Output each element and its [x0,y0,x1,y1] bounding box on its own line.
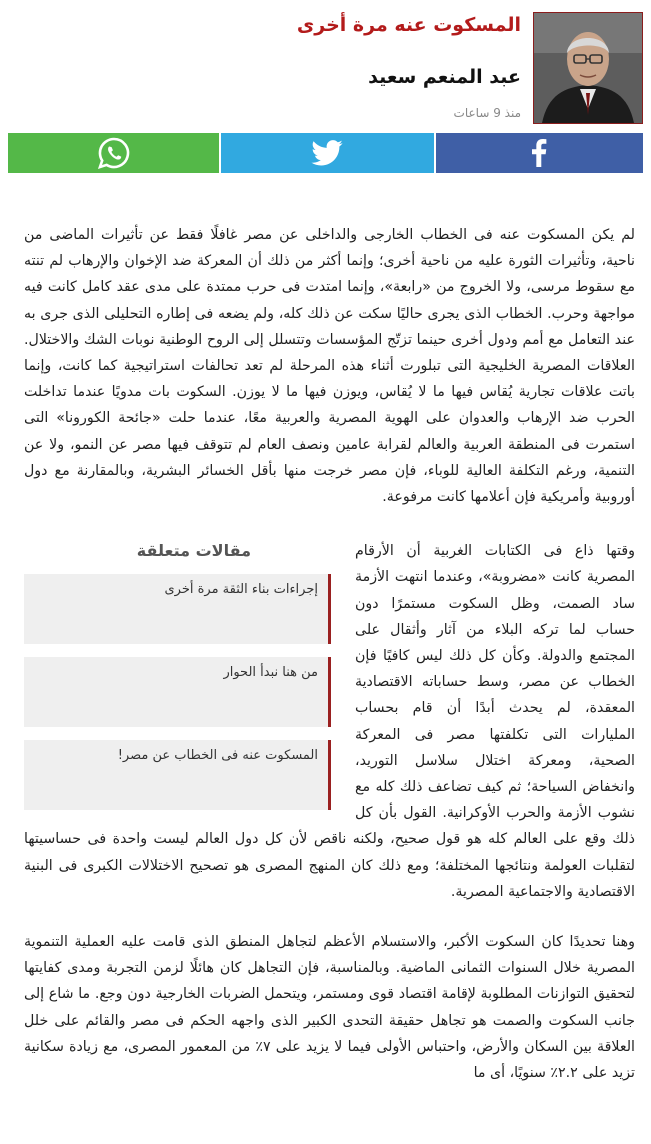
article-paragraph: وقتها ذاع فى الكتابات الغربية أن الأرقام المصرية كانت «مضروبة»، وعندما انتهت الأزمة ساد الصمت، وظل السكوت مستمرًا دون حساب لما تركه البلاء من آثار وأثقال على المجتمع والدولة. وكأن كل ذلك ليس كافيًا فإن الخطاب عن مصر، وسط حساباته الاقتصادية المعقدة، لم يحدث أبدًا أن قام بحساب المليارات التى تكلفتها مصر فى المعركة الصحية، ومعركة اختلال سلاسل التوريد، وانخفاض السياحة؛ ثم كيف تضاعف ذلك كله مع نشوب الأزمة والحرب الأوكرانية. القول بأن كل ذلك وقع على العالم كله هو قول صحيح، ولكنه ناقص لأن كل دول العالم ليست واحدة فى حساسيتها لتقلبات العولمة ونتائجها المختلفة؛ ومع ذلك كان المنهج المصرى هو تصحيح الاختلالات الكبرى فى البنية الاقتصادية والاجتماعية المصرية. [24,543,635,900]
whatsapp-icon [97,136,131,170]
related-article-link[interactable]: من هنا نبدأ الحوار [24,657,331,727]
article-title: المسكوت عنه مرة أخرى [296,14,521,36]
share-bar [8,133,643,173]
related-article-link[interactable]: إجراءات بناء الثقة مرة أخرى [24,574,331,644]
article-header [0,0,651,132]
related-articles-heading: مقالات متعلقة [136,541,251,561]
related-article-link[interactable]: المسكوت عنه فى الخطاب عن مصر! [24,740,331,810]
author-portrait-icon [534,13,642,123]
author-name[interactable]: عبد المنعم سعيد [368,66,521,88]
article-paragraph: وهنا تحديدًا كان السكوت الأكبر، والاستسلام الأعظم لتجاهل المنطق الذى قامت عليه العملية التنموية المصرية خلال السنوات الثمانى الماضية. وبالمناسبة، فإن التجاهل كان هائلًا لزمن التجربة ومدى كفايتها لتحقيق التوازنات المطلوبة لإقامة اقتصاد قوى ومستمر، ويتحمل الضربات الخارجية دون وجع. ما شاع إلى جانب السكوت والصمت هو تجاهل حقيقة التحدى الكبير الذى واجهه الحكم فى مصر والقائم على خلل العلاقة بين السكان والأرض، واحتباس الأولى فيما لا يزيد على ٧٪ من المعمور المصرى، مع زيادة سكانية تزيد على ٢.٢٪ سنويًا، أى ما [24,934,635,1082]
share-facebook-button[interactable] [436,133,643,173]
article-body [24,222,635,1086]
share-twitter-button[interactable] [221,133,433,173]
article-paragraph: لم يكن المسكوت عنه فى الخطاب الخارجى والداخلى عن مصر غافلًا فقط عن تأثيرات الماضى من ناحية، وتأثيرات الثورة عليه من ناحية أخرى؛ وإنما أكثر من ذلك أن المعركة ضد الإخوان والإرهاب لم تنته مع سقوط مرسى، ولا الخروج من «رابعة»، وإنما امتدت فى حرب ممتدة على مدى عقد كامل كانت فيه مواجهة وحرب. الخطاب الذى يجرى حاليًا سكت عن ذلك كله، ولم يضعه فى إطاره التحليلى الذى جرى به عند التعامل مع أمم ودول أخرى حينما تزتّج المؤسسات وتتسلل إلى الروح الوطنية نوبات الشك والاختلال. العلاقات المصرية الخليجية التى تبلورت أثناء هذه المرحلة لم تعد تحالفات استراتيجية كما كانت، وإنما باتت علاقات تجارية يُقاس فيها ما لا يُقاس، ويوزن فيها ما لا يوزن. السكوت بات مدويًا عندما تداخلت الحرب ضد الإرهاب والعدوان على الهوية المصرية والعربية معًا، عندما حلت «جائحة الكورونا» التى استمرت فى المنطقة العربية والعالم لقرابة عامين ونصف العام لم تتوقف فيها مصر عن النمو، ولا عن التنمية، ورغم التكلفة العالية للوباء، فإن مصر خرجت منها بأقل الخسائر البشرية، وبالمقارنة مع دول أوروبية وأمريكية فإن أعلامها كانت مرفوعة. [24,227,635,506]
twitter-icon [311,140,343,166]
facebook-icon [531,139,547,167]
share-whatsapp-button[interactable] [8,133,219,173]
related-articles [24,538,331,823]
author-avatar[interactable] [533,12,643,124]
publish-timestamp: منذ 9 ساعات [453,106,521,120]
